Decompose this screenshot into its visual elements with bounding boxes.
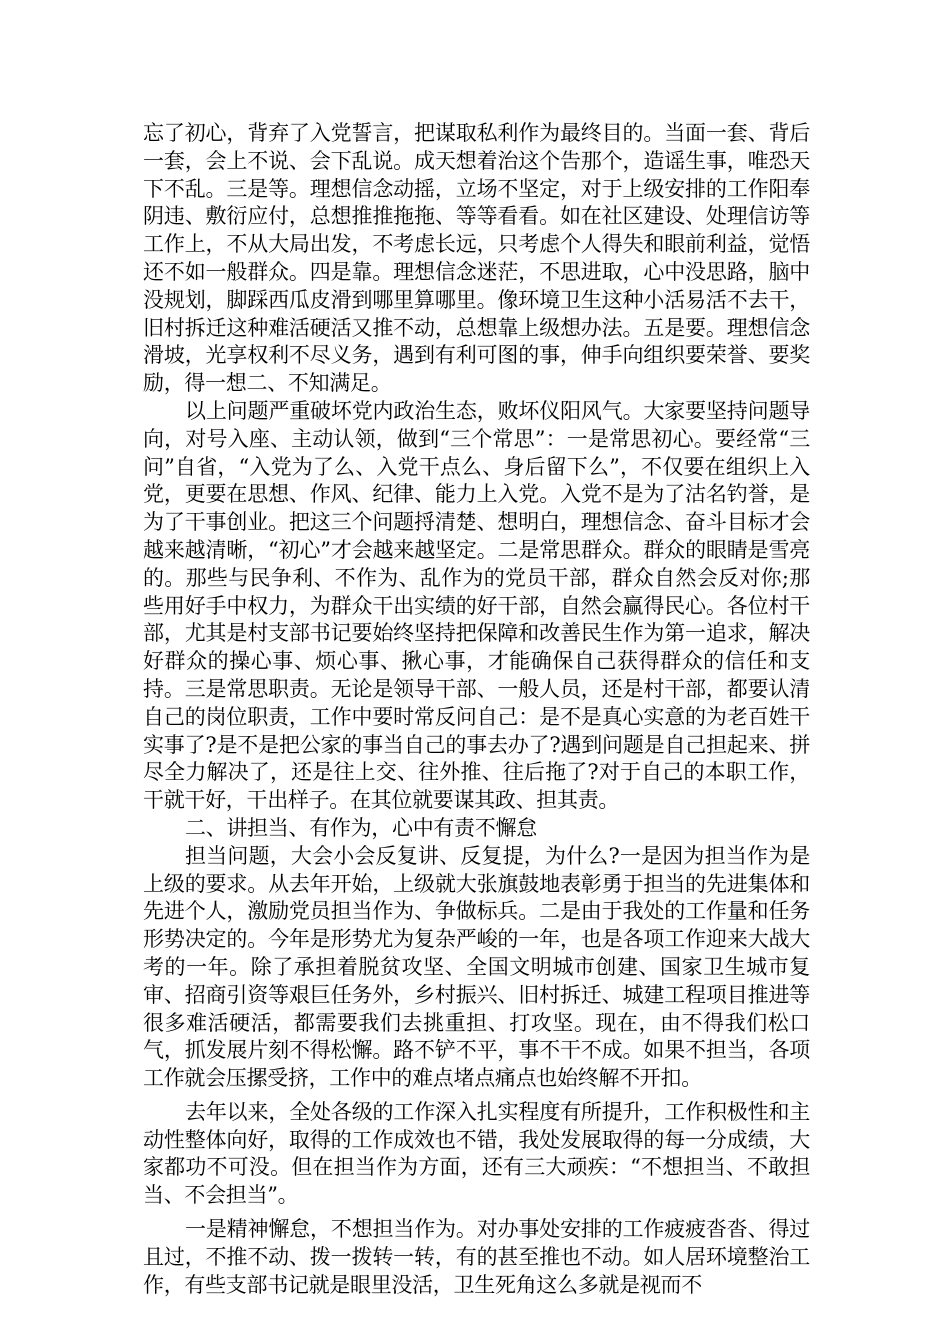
body-paragraph: 去年以来，全处各级的工作深入扎实程度有所提升，工作积极性和主动性整体向好，取得的工作成效也不错，我处发展取得的每一分成绩，大家都功不可没。但在担当作为方面，还有三大顽疾：“不想担当、不敢担当、不会担当”。 bbox=[143, 1099, 810, 1208]
document-page bbox=[143, 120, 810, 1299]
body-paragraph: 一是精神懈怠，不想担当作为。对办事处安排的工作疲疲沓沓、得过且过，不推不动、拨一拨转一转，有的甚至推也不动。如人居环境整治工作，有些支部书记就是眼里没活，卫生死角这么多就是视而不 bbox=[143, 1217, 810, 1297]
body-paragraph: 担当问题，大会小会反复讲、反复提，为什么?一是因为担当作为是上级的要求。从去年开始，上级就大张旗鼓地表彰勇于担当的先进集体和先进个人，激励党员担当作为、争做标兵。二是由于我处的工作量和任务形势决定的。今年是形势尤为复杂严峻的一年，也是各项工作迎来大战大考的一年。除了承担着脱贫攻坚、全国文明城市创建、国家卫生城市复审、招商引资等艰巨任务外，乡村振兴、旧村拆迁、城建工程项目推进等很多难活硬活，都需要我们去挑重担、打攻坚。现在，由不得我们松口气，抓发展片刻不得松懈。路不铲不平，事不干不成。如果不担当，各项工作就会压摞受挤，工作中的难点堵点痛点也始终解不开扣。 bbox=[143, 843, 810, 1091]
body-paragraph: 以上问题严重破坏党内政治生态，败坏仪阳风气。大家要坚持问题导向，对号入座、主动认领，做到“三个常思”：一是常思初心。要经常“三问”自省，“入党为了么、入党干点么、身后留下么”，不仅要在组织上入党，更要在思想、作风、纪律、能力上入党。入党不是为了沽名钓誉，是为了干事创业。把这三个问题捋清楚、想明白，理想信念、奋斗目标才会越来越清晰，“初心”才会越来越坚定。二是常思群众。群众的眼睛是雪亮的。那些与民争利、不作为、乱作为的党员干部，群众自然会反对你;那些用好手中权力，为群众干出实绩的好干部，自然会赢得民心。各位村干部，尤其是村支部书记要始终坚持把保障和改善民生作为第一追求，解决好群众的操心事、烦心事、揪心事，才能确保自己获得群众的信任和支持。三是常思职责。无论是领导干部、一般人员，还是村干部，都要认清自己的岗位职责，工作中要时常反问自己：是不是真心实意的为老百姓干实事了?是不是把公家的事当自己的事去办了?遇到问题是自己担起来、拼尽全力解决了，还是往上交、往外推、往后拖了?对于自己的本职工作，干就干好，干出样子。在其位就要谋其政、担其责。 bbox=[143, 398, 810, 813]
section-heading: 二、讲担当、有作为，心中有责不懈怠 bbox=[185, 815, 537, 840]
body-paragraph: 忘了初心，背弃了入党誓言，把谋取私利作为最终目的。当面一套、背后一套，会上不说、会下乱说。成天想着治这个告那个，造谣生事，唯恐天下不乱。三是等。理想信念动摇，立场不坚定，对于上级安排的工作阳奉阴违、敷衍应付，总想推推拖拖、等等看看。如在社区建设、处理信访等工作上，不从大局出发，不考虑长远，只考虑个人得失和眼前利益，觉悟还不如一般群众。四是靠。理想信念迷茫，不思进取，心中没思路，脑中没规划，脚踩西瓜皮滑到哪里算哪里。像环境卫生这种小活易活不去干，旧村拆迁这种难活硬活又推不动，总想靠上级想办法。五是要。理想信念滑坡，光享权利不尽义务，遇到有利可图的事，伸手向组织要荣誉、要奖励，得一想二、不知满足。 bbox=[143, 121, 810, 396]
